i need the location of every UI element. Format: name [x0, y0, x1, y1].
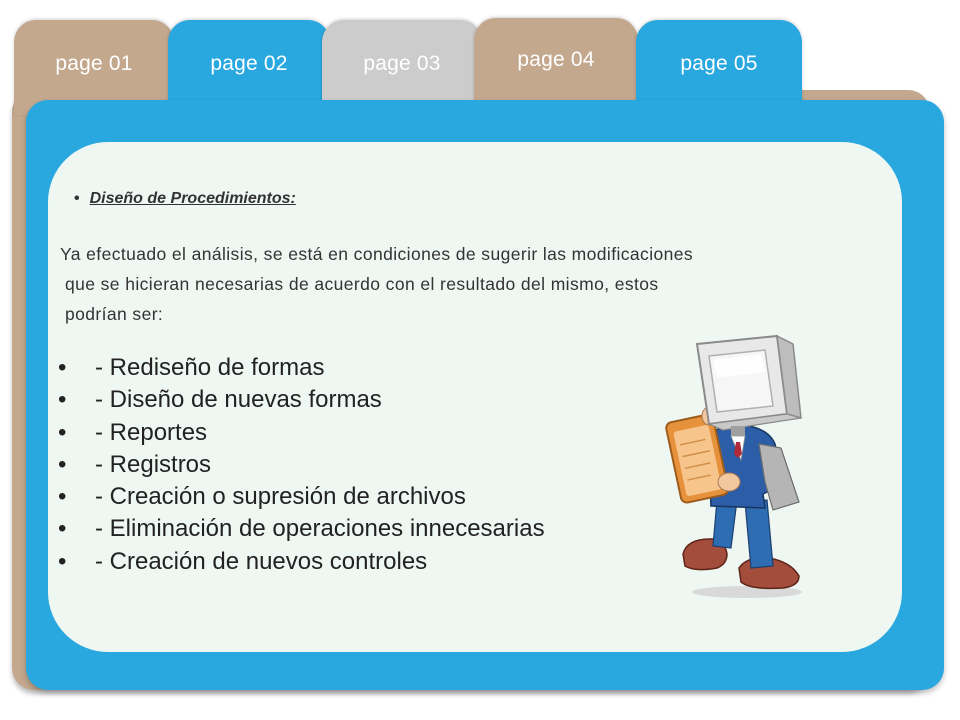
- paragraph-line: Ya efectuado el análisis, se está en condiciones de sugerir las modificaciones: [60, 244, 694, 264]
- bullet-icon: •: [58, 354, 67, 381]
- bullet-icon: •: [74, 190, 80, 207]
- tab-label: page 02: [210, 52, 288, 75]
- list-item-text: - Eliminación de operaciones innecesarias: [95, 515, 545, 543]
- list-item-text: - Rediseño de formas: [95, 354, 325, 381]
- tab-label: page 05: [680, 52, 758, 75]
- bullet-icon: •: [58, 450, 67, 478]
- list-item: [58, 384, 545, 416]
- section-heading: [74, 190, 296, 208]
- intro-paragraph: [60, 239, 693, 329]
- tab-label: page 03: [363, 52, 441, 75]
- paragraph-line: podrían ser:: [65, 304, 164, 324]
- procedures-list: [58, 352, 545, 578]
- tab-page-04[interactable]: [474, 18, 638, 113]
- bullet-icon: •: [58, 483, 67, 511]
- list-item: [58, 546, 545, 578]
- list-item-text: - Creación o supresión de archivos: [95, 483, 466, 511]
- bullet-icon: •: [58, 386, 67, 414]
- paragraph-line: que se hicieran necesarias de acuerdo con el resultado del mismo, estos: [65, 274, 659, 294]
- list-item: [58, 417, 545, 449]
- computer-head-man-with-clipboard-icon: [665, 332, 815, 602]
- list-item: [58, 352, 545, 384]
- list-item-text: - Diseño de nuevas formas: [95, 386, 382, 414]
- tab-label: page 04: [517, 48, 595, 71]
- list-item: [58, 513, 545, 545]
- list-item: [58, 481, 545, 513]
- list-item-text: - Reportes: [95, 418, 208, 446]
- bullet-icon: •: [58, 547, 67, 575]
- list-item-text: - Creación de nuevos controles: [95, 547, 428, 575]
- list-item-text: - Registros: [95, 450, 212, 478]
- bullet-icon: •: [58, 418, 67, 446]
- computer-head-man-with-clipboard-icon: [665, 332, 815, 602]
- tab-label: page 01: [55, 52, 133, 75]
- bullet-icon: •: [58, 515, 67, 543]
- heading-text: Diseño de Procedimientos:: [89, 190, 296, 207]
- list-item: [58, 449, 545, 481]
